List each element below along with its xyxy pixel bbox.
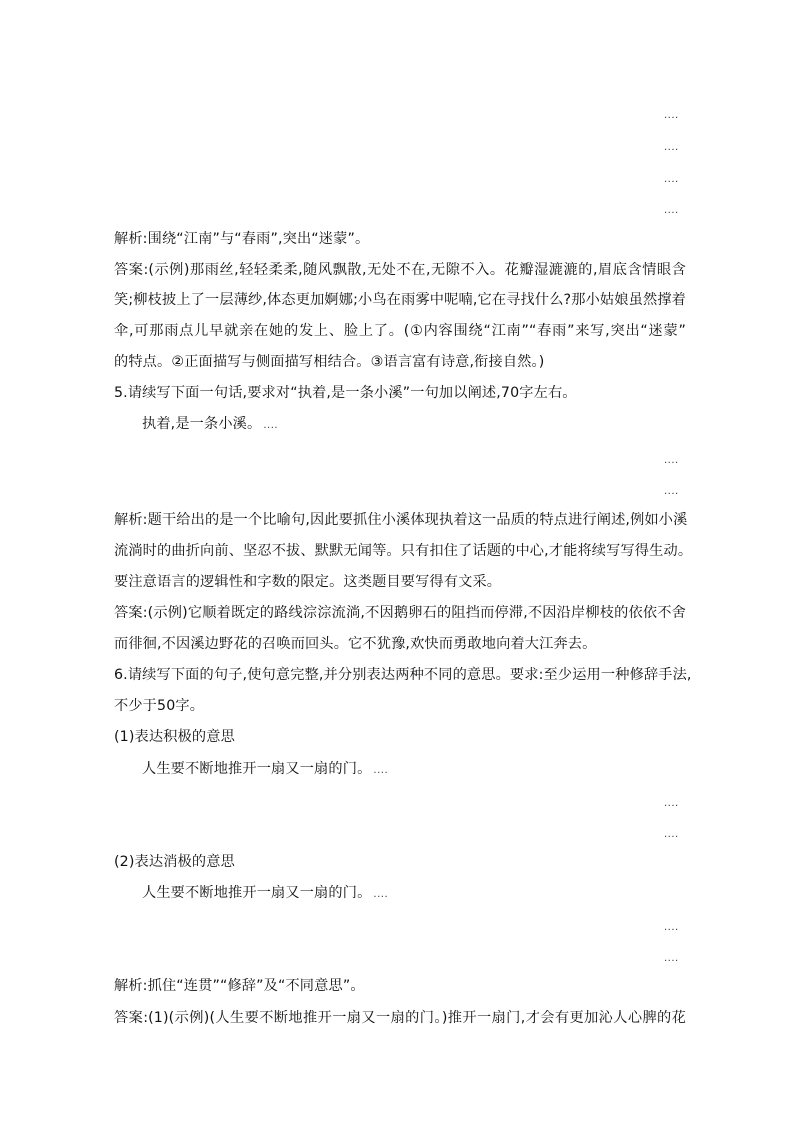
answer-blank-line: .... bbox=[664, 922, 679, 933]
analysis-paragraph: 解析:题干给出的是一个比喻句,因此要抓住小溪体现执着这一品质的特点进行阐述,例如小溪 bbox=[114, 512, 688, 528]
prompt-text: 人生要不断地推开一扇又一扇的门。 bbox=[142, 761, 372, 777]
answer-blank-line: .... bbox=[373, 889, 389, 900]
question-6: 不少于50字。 bbox=[114, 698, 205, 714]
answer-blank-line: .... bbox=[664, 953, 679, 964]
prompt-text: 人生要不断地推开一扇又一扇的门。 bbox=[142, 885, 372, 901]
answer-blank-line: .... bbox=[664, 798, 679, 809]
answer-paragraph: 伞,可那雨点儿早就亲在她的发上、脸上了。(①内容围绕“江南”“春雨”来写,突出“迷蒙” bbox=[114, 323, 686, 339]
analysis-paragraph: 解析:围绕“江南”与“春雨”,突出“迷蒙”。 bbox=[114, 231, 370, 247]
answer-paragraph: 答案:(1)(示例)(人生要不断地推开一扇又一扇的门。)推开一扇门,才会有更加沁人心脾的花 bbox=[114, 1010, 686, 1026]
analysis-paragraph: 流淌时的曲折向前、坚忍不拔、默默无闻等。只有扣住了话题的中心,才能将续写写得生动。 bbox=[114, 543, 693, 559]
answer-paragraph: 答案:(示例)那雨丝,轻轻柔柔,随风飘散,无处不在,无隙不入。花瓣湿漉漉的,眉底含情眼含 bbox=[114, 262, 686, 278]
answer-blank-line: .... bbox=[664, 174, 679, 185]
question-5: 5.请续写下面一句话,要求对“执着,是一条小溪”一句加以阐述,70字左右。 bbox=[114, 385, 577, 401]
prompt-sentence bbox=[142, 414, 714, 436]
answer-blank-line: .... bbox=[373, 765, 389, 776]
prompt-text: 执着,是一条小溪。 bbox=[142, 416, 262, 432]
sub-question-1: (1)表达积极的意思 bbox=[114, 729, 235, 745]
answer-blank-line: .... bbox=[664, 829, 679, 840]
answer-blank-line: .... bbox=[664, 486, 679, 497]
prompt-sentence bbox=[142, 883, 714, 905]
answer-blank-line: .... bbox=[664, 110, 679, 121]
answer-paragraph: 答案:(示例)它顺着既定的路线淙淙流淌,不因鹅卵石的阻挡而停滞,不因沿岸柳枝的依依不舍 bbox=[114, 605, 686, 621]
answer-blank-line: .... bbox=[664, 205, 679, 216]
analysis-paragraph: 解析:抓住“连贯”“修辞”及“不同意思”。 bbox=[114, 978, 365, 994]
answer-blank-line: .... bbox=[263, 420, 279, 431]
sub-question-2: (2)表达消极的意思 bbox=[114, 854, 235, 870]
answer-paragraph: 而徘徊,不因溪边野花的召唤而回头。它不犹豫,欢快而勇敢地向着大江奔去。 bbox=[114, 636, 597, 652]
answer-blank-line: .... bbox=[664, 142, 679, 153]
answer-paragraph: 的特点。②正面描写与侧面描写相结合。③语言富有诗意,衔接自然。) bbox=[114, 354, 545, 370]
question-6: 6.请续写下面的句子,使句意完整,并分别表达两种不同的意思。要求:至少运用一种修辞手法, bbox=[114, 667, 692, 683]
prompt-sentence bbox=[142, 759, 714, 781]
answer-blank-line: .... bbox=[664, 455, 679, 466]
analysis-paragraph: 要注意语言的逻辑性和字数的限定。这类题目要写得有文采。 bbox=[114, 574, 502, 590]
answer-paragraph: 笑;柳枝披上了一层薄纱,体态更加婀娜;小鸟在雨雾中呢喃,它在寻找什么?那小姑娘虽然撑着 bbox=[114, 292, 686, 308]
